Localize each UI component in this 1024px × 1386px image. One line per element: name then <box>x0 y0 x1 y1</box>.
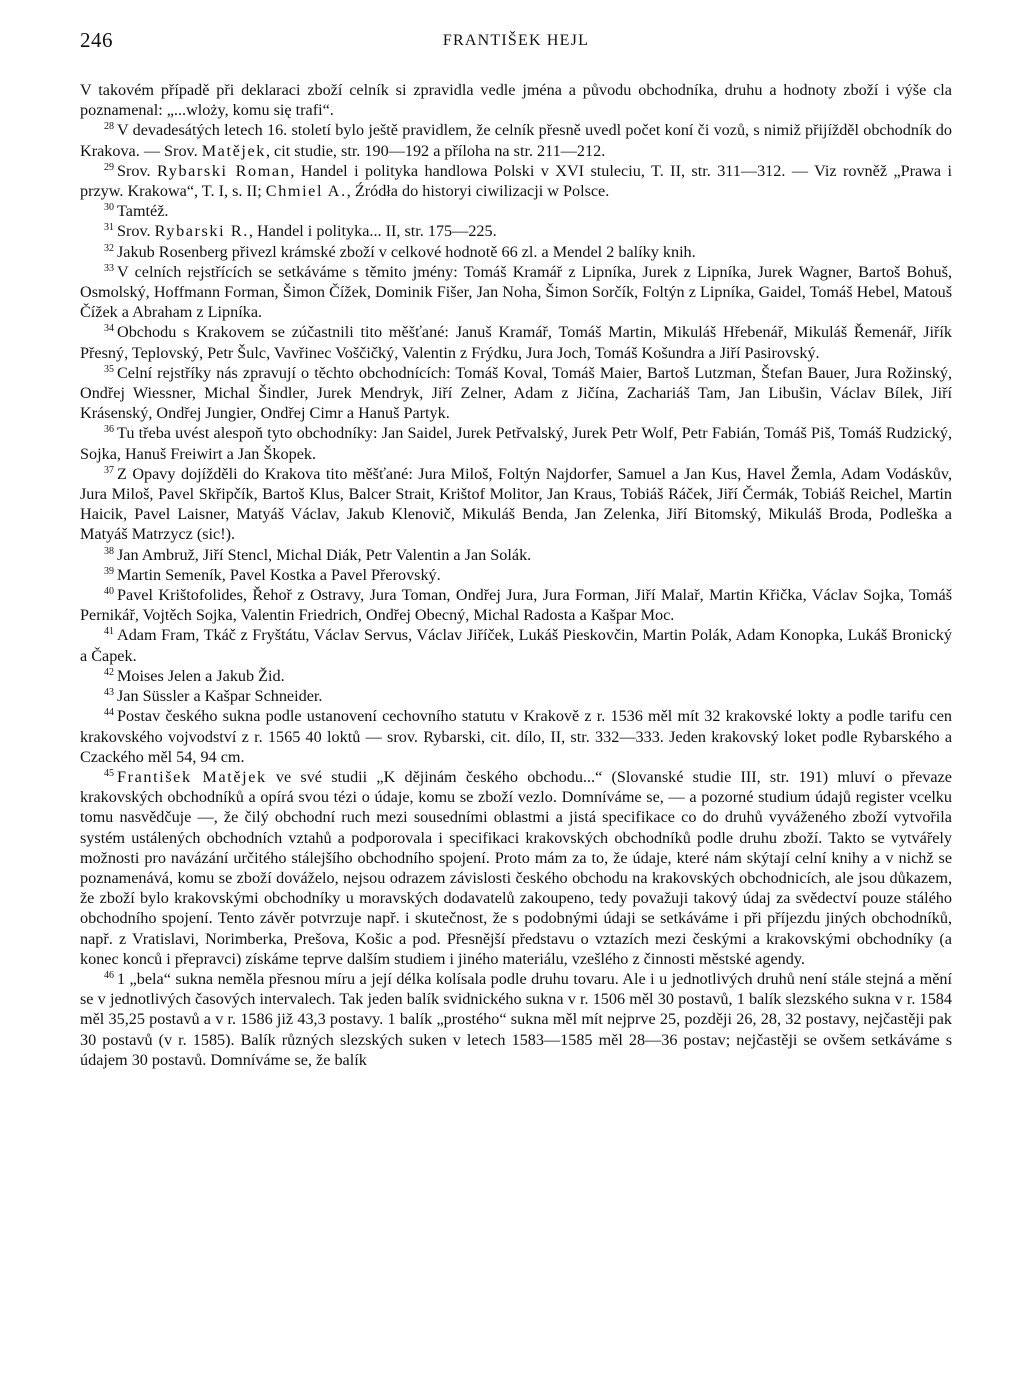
footnote-40: $^{40}$ Pavel Krištofolides, Řehoř z Ostravy, Jura Toman, Ondřej Jura, Jura Forman, Jiří Malař, Martin Křička, Václav Sojka, Tomáš Pernikář, Vojtěch Sojka, Valentin Friedrich, Ondřej Obecný, Michal Radosta a Kašpar Moc. <box>80 586 952 625</box>
spaced-author: Rybarski Roman <box>157 161 291 180</box>
footnote-43: $^{43}$ Jan Süssler a Kašpar Schneider. <box>104 687 323 706</box>
footnote-number: 38 <box>104 545 114 557</box>
footnote-number: 30 <box>104 202 114 214</box>
footnote-number: 46 <box>104 969 114 981</box>
footnote-number: 45 <box>104 767 114 779</box>
spaced-author: Matějek <box>201 141 266 160</box>
spaced-author: Chmiel A. <box>265 182 347 201</box>
footnote-number: 42 <box>104 666 114 678</box>
footnote-32: $^{32}$ Jakub Rosenberg přivezl krámské zboží v celkové hodnotě 66 zl. a Mendel 2 balíky knih. <box>104 242 696 261</box>
footnote-34: $^{34}$ Obchodu s Krakovem se zúčastnili tito měšťané: Januš Kramář, Tomáš Martin, Mikuláš Hřebenář, Mikuláš Řemenář, Jiřík Přesný, Teplovský, Petr Šulc, Vavřinec Voščičký, Valentin z Frýdku, Jura Joch, Tomáš Košundra a Jiří Pasirovský. <box>80 323 952 362</box>
page-header <box>80 28 952 62</box>
footnote-number: 39 <box>104 565 114 577</box>
page-number: 246 <box>80 28 113 52</box>
footnote-39: $^{39}$ Martin Semeník, Pavel Kostka a Pavel Přerovský. <box>104 565 441 584</box>
running-head: FRANTIŠEK HEJL <box>442 32 590 49</box>
spaced-author: Rybarski R. <box>154 222 249 241</box>
footnote-number: 44 <box>104 707 114 719</box>
footnote-33: $^{33}$ V celních rejstřících se setkáváme s těmito jmény: Tomáš Kramář z Lipníka, Jurek z Lipníka, Jurek Wagner, Bartoš Bohuš, Osmolský, Hoffmann Forman, Šimon Čížek, Dominik Fišer, Jan Noha, Šimon Sorčík, Foltýn z Lipníka, Gaidel, Tomáš Hebel, Matouš Čížek a Abraham z Lipníka. <box>80 262 952 322</box>
footnote-30: $^{30}$ Tamtéž. <box>104 202 169 221</box>
footnote-number: 29 <box>104 161 114 173</box>
footnote-44: $^{44}$ Postav českého sukna podle ustanovení cechovního statutu v Krakově z r. 1536 měl mít 32 krakovské lokty a podle tarifu cen krakovského vojvodství z r. 1565 40 loktů — srov. Rybarski, cit. dílo, II, str. 332—333. Jeden krakovský loket podle Rybarského a Czackého měl 54, 94 cm. <box>80 707 952 766</box>
footnote-37: $^{37}$ Z Opavy dojížděli do Krakova tito měšťané: Jura Miloš, Foltýn Najdorfer, Samuel a Jan Kus, Havel Žemla, Adam Vodáskův, Jura Miloš, Pavel Skřipčík, Bartoš Klus, Balcer Strait, Krištof Molitor, Jan Kraus, Tobiáš Ráček, Jiří Čermák, Tobiáš Reichel, Martin Haicik, Pavel Laisner, Matyáš Václav, Jakub Klenovič, Mikuláš Benda, Jan Zelenka, Jiří Bitomský, Mikuláš Broda, Podleška a Matyáš Matrzycz (sic!). <box>80 464 952 544</box>
footnote-28: $^{28}$ V devadesátých letech 16. století bylo ještě pravidlem, že celník přesně uvedl počet koní či vozů, s nimiž přijížděl obchodník do Krakova. — Srov. Matějek, cit studie, str. 190—192 a příloha na str. 211—212. <box>80 121 952 160</box>
footnote-number: 32 <box>104 242 114 254</box>
footnote-41: $^{41}$ Adam Fram, Tkáč z Fryštátu, Václav Servus, Václav Jiříček, Lukáš Pieskovčin, Martin Polák, Adam Konopka, Lukáš Bronický a Čapek. <box>80 626 952 665</box>
footnote-number: 31 <box>104 222 114 234</box>
footnote-number: 41 <box>104 626 114 638</box>
footnote-29: $^{29}$ Srov. Rybarski Roman, Handel i polityka handlowa Polski v XVI stuleciu, T. II, str. 311—312. — Viz rovněž „Prawa i przyw. Krakowa“, T. I, s. II; Chmiel A., Źródła do historyi ciwilizacji w Polsce. <box>80 161 953 201</box>
spaced-author: František Matějek <box>117 767 267 786</box>
intro-paragraph: V takovém případě při deklaraci zboží celník si zpravidla vedle jména a původu obchodníka, druhu a hodnoty zboží i výše cla poznamenal: „...wloży, komu się trafi“. <box>80 81 952 120</box>
footnote-number: 40 <box>104 586 114 598</box>
footnote-number: 33 <box>104 262 114 274</box>
footnote-35: $^{35}$ Celní rejstříky nás zpravují o těchto obchodnících: Tomáš Koval, Tomáš Maier, Bartoš Lutzman, Štefan Bauer, Jura Rožinský, Ondřej Wiessner, Michal Šindler, Jurek Mendryk, Jiří Zelner, Adam z Jičína, Zachariáš Tam, Jan Libušin, Václav Bílek, Jiří Krásenský, Ondřej Jungier, Ondřej Cimr a Hanuš Partyk. <box>80 363 952 423</box>
footnote-42: $^{42}$ Moises Jelen a Jakub Žid. <box>104 666 285 685</box>
footnote-36: $^{36}$ Tu třeba uvést alespoň tyto obchodníky: Jan Saidel, Jurek Petřvalský, Jurek Petr Wolf, Petr Fabián, Tomáš Piš, Tomáš Rudzický, Sojka, Hanuš Freiwirt a Jan Škopek. <box>80 424 952 463</box>
footnote-number: 43 <box>104 687 114 699</box>
footnote-number: 28 <box>104 121 114 133</box>
page <box>80 28 952 1070</box>
footnote-block <box>80 80 952 1070</box>
footnote-number: 37 <box>104 464 114 476</box>
footnote-number: 34 <box>104 323 114 335</box>
footnote-45: $^{45}$ František Matějek ve své studii „K dějinám českého obchodu...“ (Slovanské studie III, str. 191) mluví o převaze krakovských obchodníků a opírá svou tézi o údaje, komu se zboží vezlo. Domníváme se, — a pozorné studium údajů register vcelku tomu nasvědčuje —, že čilý obchodní ruch mezi sousedními oblastmi a jistá specifikace co do druhů vyváženého zboží vytvořila systém ustálených obchodních vztahů a podporovala i specifikaci krakovských obchodníků podle druhu zboží. Takto se vytvářely možnosti pro navázání určitého stálejšího obchodního spojení. Proto mám za to, že údaje, které nám skýtají celní knihy a v nichž se poznamenává, komu se zboží dováželo, nejsou odrazem závislosti českého obchodu na krakovských obchodnicích, ale jsou důkazem, že zboží bylo krakovskými obchodníky u moravských dodavatelů zakoupeno, tedy považuji takový údaj za svědectví pouze stálého obchodního spojení. Tento závěr potvrzuje např. i skutečnost, že s podobnými údaji se setkáváme i při příjezdu jiných obchodníků, např. z Vratislavi, Norimberka, Prešova, Košic a pod. Přesnější představu o vztazích mezi českými a krakovskými obchodníky (a konec konců i přepravci) získáme teprve dalším studiem i jiného materiálu, vzešlého z činnosti městské agendy. <box>80 767 952 968</box>
footnote-46: $^{46}$ 1 „bela“ sukna neměla přesnou míru a její délka kolísala podle druhu tovaru. Ale i u jednotlivých druhů není stále stejná a mění se v jednotlivých časových intervalech. Tak jeden balík svidnického sukna v r. 1506 měl 30 postavů, 1 balík slezského sukna v r. 1584 měl 35,25 postavů a v r. 1586 již 43,3 postavy. 1 balík „prostého“ sukna měl mít nejprve 25, později 26, 28, 32 postavy, nejčastěji pak 30 postavů (v r. 1585). Balík různých slezských suken v letech 1583—1585 měl 28—36 postav; nejčastěji se ovšem setkáváme s údajem 30 postavů. Domníváme se, že balík <box>80 969 952 1069</box>
footnote-number: 35 <box>104 363 114 375</box>
footnote-38: $^{38}$ Jan Ambruž, Jiří Stencl, Michal Diák, Petr Valentin a Jan Solák. <box>104 545 532 564</box>
footnote-number: 36 <box>104 424 114 436</box>
footnote-31: $^{31}$ Srov. Rybarski R., Handel i polityka... II, str. 175—225. <box>104 222 497 241</box>
